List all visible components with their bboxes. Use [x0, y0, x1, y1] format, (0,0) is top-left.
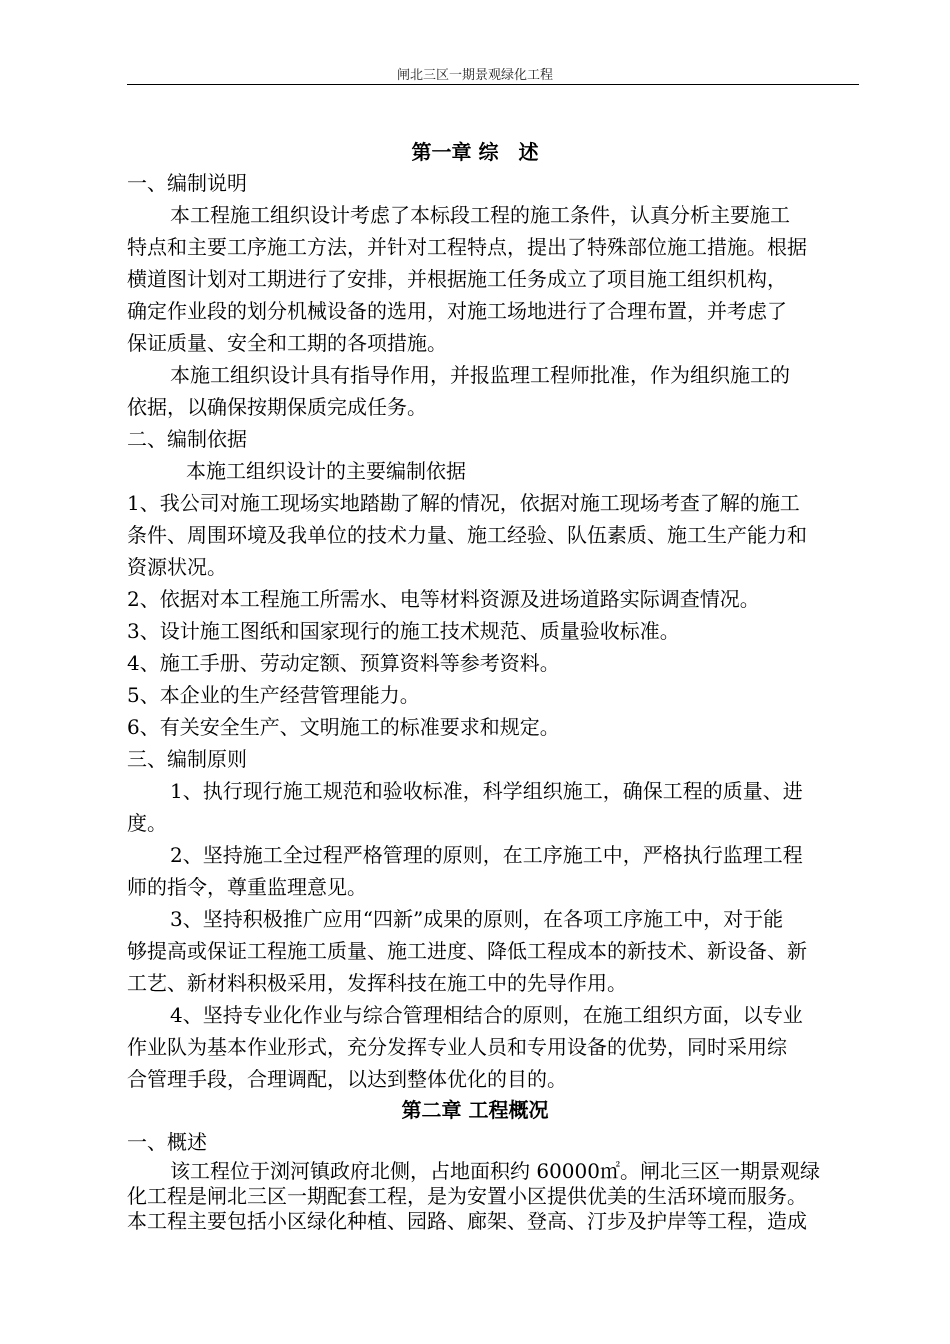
list-item: 工艺、新材料积极采用，发挥科技在施工中的先导作用。	[127, 971, 627, 995]
paragraph-line: 保证质量、安全和工期的各项措施。	[127, 331, 447, 355]
paragraph-line: 确定作业段的划分机械设备的选用，对施工场地进行了合理布置，并考虑了	[127, 299, 787, 323]
section-heading: 一、概述	[127, 1130, 207, 1154]
list-item: 够提高或保证工程施工质量、施工进度、降低工程成本的新技术、新设备、新	[127, 939, 807, 963]
list-item: 6、有关安全生产、文明施工的标准要求和规定。	[127, 715, 560, 739]
list-item: 4、施工手册、劳动定额、预算资料等参考资料。	[127, 651, 560, 675]
list-item: 作业队为基本作业形式，充分发挥专业人员和专用设备的优势，同时采用综	[127, 1035, 787, 1059]
paragraph-line: 该工程位于浏河镇政府北侧，占地面积约 60000㎡。闸北三区一期景观绿	[170, 1159, 820, 1183]
section-heading: 三、编制原则	[127, 747, 247, 771]
list-item: 4、坚持专业化作业与综合管理相结合的原则，在施工组织方面，以专业	[170, 1003, 803, 1027]
paragraph-line: 特点和主要工序施工方法，并针对工程特点，提出了特殊部位施工措施。根据	[127, 235, 807, 259]
list-item: 合管理手段，合理调配，以达到整体优化的目的。	[127, 1067, 567, 1091]
section-heading: 一、编制说明	[127, 171, 247, 195]
list-item: 1、我公司对施工现场实地踏勘了解的情况，依据对施工现场考查了解的施工	[127, 491, 800, 515]
chapter-1-title: 第一章 综 述	[411, 140, 539, 164]
paragraph-line: 本工程主要包括小区绿化种植、园路、廊架、登高、汀步及护岸等工程，造成	[127, 1209, 807, 1233]
paragraph-line: 本工程施工组织设计考虑了本标段工程的施工条件，认真分析主要施工	[170, 203, 790, 227]
paragraph-line: 依据，以确保按期保质完成任务。	[127, 395, 427, 419]
list-item: 5、本企业的生产经营管理能力。	[127, 683, 420, 707]
list-item: 条件、周围环境及我单位的技术力量、施工经验、队伍素质、施工生产能力和	[127, 523, 807, 547]
running-header: 闸北三区一期景观绿化工程	[396, 68, 553, 83]
chapter-2-title: 第二章 工程概况	[401, 1098, 549, 1122]
list-item: 2、依据对本工程施工所需水、电等材料资源及进场道路实际调查情况。	[127, 587, 760, 611]
section-heading: 二、编制依据	[127, 427, 247, 451]
paragraph-line: 横道图计划对工期进行了安排，并根据施工任务成立了项目施工组织机构，	[127, 267, 787, 291]
paragraph-line: 本施工组织设计具有指导作用，并报监理工程师批准，作为组织施工的	[170, 363, 790, 387]
header-divider	[127, 84, 859, 85]
list-item: 3、坚持积极推广应用“四新”成果的原则，在各项工序施工中，对于能	[170, 907, 784, 931]
list-item: 资源状况。	[127, 555, 227, 579]
list-item: 3、设计施工图纸和国家现行的施工技术规范、质量验收标准。	[127, 619, 680, 643]
list-item: 度。	[127, 811, 167, 835]
paragraph-line: 化工程是闸北三区一期配套工程，是为安置小区提供优美的生活环境而服务。	[127, 1184, 807, 1208]
list-item: 1、执行现行施工规范和验收标准，科学组织施工，确保工程的质量、进	[170, 779, 803, 803]
list-item: 师的指令，尊重监理意见。	[127, 875, 367, 899]
paragraph-line: 本施工组织设计的主要编制依据	[186, 459, 466, 483]
list-item: 2、坚持施工全过程严格管理的原则，在工序施工中，严格执行监理工程	[170, 843, 803, 867]
